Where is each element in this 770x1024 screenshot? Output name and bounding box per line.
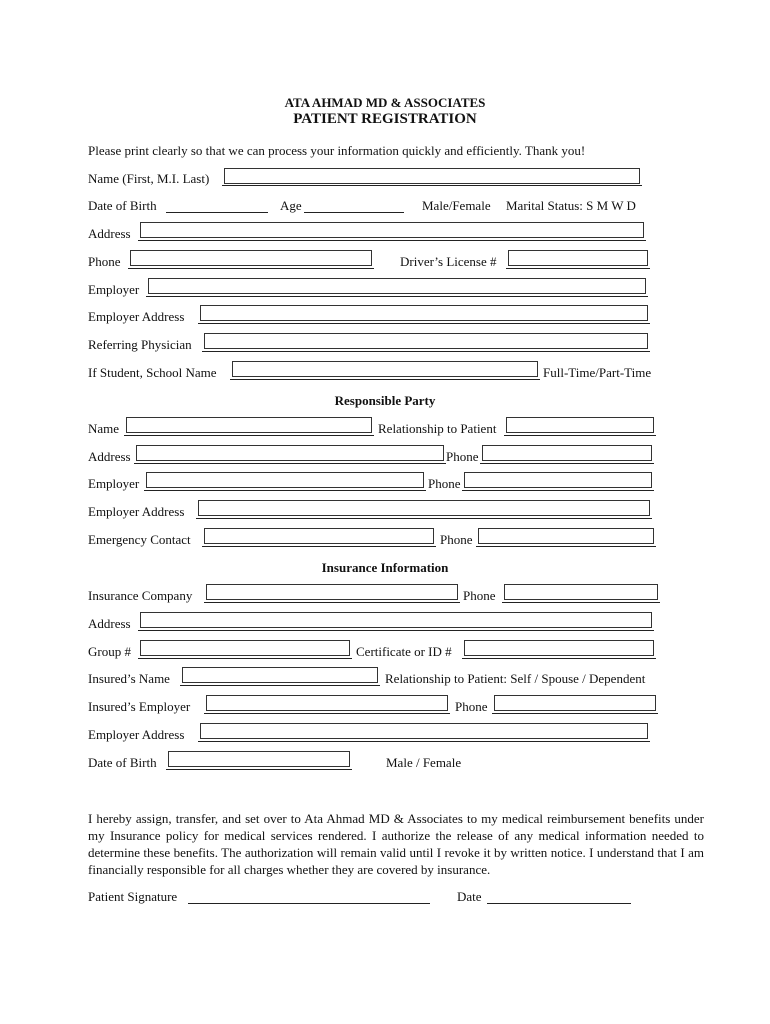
insurance-company-label: Insurance Company (88, 588, 193, 603)
group-number-field[interactable] (140, 640, 350, 656)
emergency-contact-underline (202, 546, 436, 547)
insured-dob-label: Date of Birth (88, 755, 157, 770)
insured-employer-address-label: Employer Address (88, 727, 185, 742)
responsible-name-label: Name (88, 421, 120, 436)
emergency-contact-label: Emergency Contact (88, 532, 191, 547)
insurance-company-field[interactable] (206, 584, 458, 600)
responsible-phone-field[interactable] (482, 445, 652, 461)
insurance-address-underline (138, 630, 654, 631)
patient-phone-field[interactable] (130, 250, 372, 266)
responsible-relationship-label: Relationship to Patient (378, 421, 497, 436)
referring-physician-label: Referring Physician (88, 337, 192, 352)
emergency-phone-underline (476, 546, 656, 547)
responsible-employer-label: Employer (88, 476, 140, 491)
signature-date-field[interactable] (487, 903, 631, 904)
patient-marital-label: Marital Status: S M W D (506, 198, 636, 213)
school-name-label: If Student, School Name (88, 365, 217, 380)
responsible-address-label: Address (88, 449, 131, 464)
insurance-heading: Insurance Information (321, 560, 449, 575)
patient-address-label: Address (88, 226, 131, 241)
insured-dob-underline (166, 769, 352, 770)
responsible-employer-phone-field[interactable] (464, 472, 652, 488)
patient-address-field[interactable] (140, 222, 644, 238)
insurance-address-field[interactable] (140, 612, 652, 628)
patient-age-field[interactable] (304, 212, 404, 213)
patient-signature-label: Patient Signature (88, 889, 178, 904)
responsible-employer-field[interactable] (146, 472, 424, 488)
insured-employer-label: Insured’s Employer (88, 699, 191, 714)
patient-license-underline (506, 268, 650, 269)
insured-dob-field[interactable] (168, 751, 350, 767)
responsible-employer-phone-label: Phone (428, 476, 461, 491)
fulltime-parttime-label: Full-Time/Part-Time (543, 365, 652, 380)
emergency-phone-label: Phone (440, 532, 473, 547)
patient-phone-label: Phone (88, 254, 121, 269)
patient-employer-address-underline (198, 323, 650, 324)
responsible-relationship-underline (504, 435, 656, 436)
signature-date-label: Date (457, 889, 482, 904)
patient-dob-label: Date of Birth (88, 198, 157, 213)
insurance-phone-label: Phone (463, 588, 496, 603)
certificate-id-field[interactable] (464, 640, 654, 656)
school-name-field[interactable] (232, 361, 538, 377)
patient-dob-field[interactable] (166, 212, 268, 213)
insured-name-underline (180, 685, 380, 686)
group-number-underline (138, 658, 352, 659)
patient-employer-label: Employer (88, 282, 140, 297)
school-name-underline (230, 379, 540, 380)
responsible-employer-address-label: Employer Address (88, 504, 185, 519)
insured-name-label: Insured’s Name (88, 671, 170, 686)
responsible-address-field[interactable] (136, 445, 444, 461)
patient-name-field[interactable] (224, 168, 640, 184)
patient-employer-address-field[interactable] (200, 305, 648, 321)
patient-employer-address-label: Employer Address (88, 309, 185, 324)
insured-employer-phone-underline (492, 713, 658, 714)
responsible-address-underline (134, 463, 446, 464)
insured-employer-phone-label: Phone (455, 699, 488, 714)
certificate-id-underline (462, 658, 656, 659)
responsible-party-heading: Responsible Party (334, 393, 436, 408)
insurance-address-label: Address (88, 616, 131, 631)
insured-employer-underline (204, 713, 450, 714)
patient-signature-field[interactable] (188, 903, 430, 904)
practice-name: ATA AHMAD MD & ASSOCIATES (284, 95, 486, 110)
insurance-phone-field[interactable] (504, 584, 658, 600)
patient-employer-field[interactable] (148, 278, 646, 294)
patient-name-underline (222, 185, 642, 186)
patient-license-field[interactable] (508, 250, 648, 266)
referring-physician-field[interactable] (204, 333, 648, 349)
insured-employer-address-underline (198, 741, 650, 742)
patient-address-underline (138, 240, 646, 241)
patient-sex-label: Male/Female (422, 198, 491, 213)
patient-license-label: Driver’s License # (400, 254, 497, 269)
responsible-name-underline (124, 435, 374, 436)
insured-relationship-label: Relationship to Patient: Self / Spouse / Dependent (385, 671, 646, 686)
responsible-employer-underline (144, 490, 426, 491)
consent-paragraph: I hereby assign, transfer, and set over to Ata Ahmad MD & Associates to my medical reimbursement benefits under my Insurance policy for medical services rendered. I authorize the release of any medical information needed to determine these benefits. The authorization will remain valid until I revoke it by written notice. I understand that I am financially responsible for all charges whether they are covered by insurance. (88, 811, 704, 877)
insured-employer-address-field[interactable] (200, 723, 648, 739)
responsible-employer-address-underline (196, 518, 652, 519)
insured-name-field[interactable] (182, 667, 378, 683)
responsible-phone-underline (480, 463, 654, 464)
responsible-name-field[interactable] (126, 417, 372, 433)
responsible-phone-label: Phone (446, 449, 479, 464)
responsible-employer-address-field[interactable] (198, 500, 650, 516)
form-title: PATIENT REGISTRATION (293, 111, 477, 127)
patient-phone-underline (128, 268, 374, 269)
insured-sex-label: Male / Female (386, 755, 462, 770)
patient-employer-underline (146, 296, 648, 297)
emergency-phone-field[interactable] (478, 528, 654, 544)
emergency-contact-field[interactable] (204, 528, 434, 544)
patient-name-label: Name (First, M.I. Last) (88, 171, 210, 186)
insurance-phone-underline (502, 602, 660, 603)
referring-physician-underline (202, 351, 650, 352)
insured-employer-field[interactable] (206, 695, 448, 711)
certificate-id-label: Certificate or ID # (356, 644, 452, 659)
group-number-label: Group # (88, 644, 131, 659)
responsible-relationship-field[interactable] (506, 417, 654, 433)
insurance-company-underline (204, 602, 460, 603)
patient-age-label: Age (280, 198, 302, 213)
insured-employer-phone-field[interactable] (494, 695, 656, 711)
responsible-employer-phone-underline (462, 490, 654, 491)
intro-text: Please print clearly so that we can process your information quickly and efficiently. Thank you! (88, 143, 586, 158)
